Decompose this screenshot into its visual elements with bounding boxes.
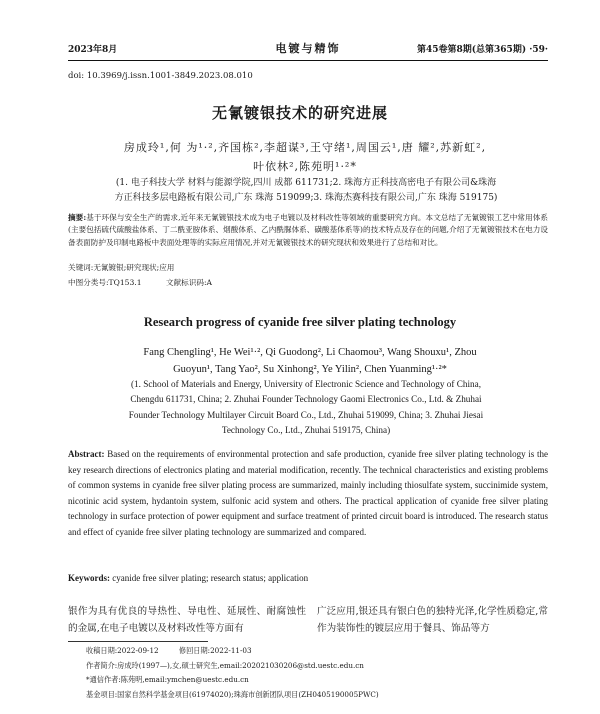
- running-header: [68, 40, 548, 58]
- footnote-dates: [86, 646, 548, 656]
- keywords-cn: [68, 262, 548, 273]
- header-rule: [68, 60, 548, 61]
- body-text-right-column: 广泛应用,银还具有银白色的独特光泽,化学性质稳定,常作为装饰性的镀层应用于餐具、饰品等方: [317, 606, 548, 634]
- title-en: Research progress of cyanide free silver plating technology: [143, 315, 457, 329]
- document-code: 文献标识码:A: [165, 278, 212, 287]
- abstract-cn-label: 摘要:: [68, 213, 87, 222]
- footnote-rule: [68, 641, 208, 642]
- clc-number: 中图分类号:TQ153.1: [68, 278, 142, 287]
- affiliation-en-line: Chengdu 611731, China; 2. Zhuhai Founder Technology Gaomi Electronics Co., Ltd. & Zhuhai: [130, 394, 482, 405]
- authors-en-line: Guoyun¹, Tang Yao², Su Xinhong², Ye Yilin², Chen Yuanming¹·²*: [173, 364, 447, 375]
- affiliation-en-line: (1. School of Materials and Energy, University of Electronic Science and Technology of China,: [130, 379, 481, 389]
- affiliation-cn-line: 方正科技多层电路板有限公司,广东 珠海 519099;3. 珠海杰赛科技有限公司,广东 珠海 519175): [114, 193, 498, 203]
- doi[interactable]: doi: 10.3969/j.issn.1001-3849.2023.08.010: [68, 71, 253, 81]
- abstract-en: [68, 447, 548, 541]
- abstract-en-text: Based on the requirements of environmental protection and safe production, cyanide free silver plating technology is the key research directions of electronics plating and material modification, recently. The technical characteristics and existing problems of common systems in cyanide free silver plating process are summarized, mainly including thiosulfate system, succinimide system, nicotinic acid system, hydantoin system, sulfonic acid system and others. The practical application of cyanide free silver plating technology in surface protection of power equipment and surface treatment of printed circuit board is introduced. The research status and effect of cyanide free silver plating technology are summarized and compared.: [68, 449, 548, 537]
- header-date: 2023年8月: [68, 45, 118, 55]
- affiliation-cn-line: (1. 电子科技大学 材料与能源学院,四川 成都 611731;2. 珠海方正科技高密电子有限公司&珠海: [115, 178, 497, 188]
- keywords-cn-label: 关键词:: [68, 263, 94, 272]
- keywords-cn-text: 无氰镀银;研究现状;应用: [93, 263, 175, 272]
- footnote-author-info: 作者简介:房成玲(1997—),女,硕士研究生,email:202021030206@std.uestc.edu.cn: [86, 661, 364, 670]
- authors-cn-line: 房成玲¹,何 为¹·²,齐国栋²,李超谋³,王守绪¹,周国云¹,唐 耀²,苏新虹²,: [123, 141, 487, 154]
- footnote-corresponding: *通信作者:陈苑明,email:ymchen@uestc.edu.cn: [86, 675, 249, 684]
- affiliation-en-line: Founder Technology Multilayer Circuit Board Co., Ltd., Zhuhai 519099, China; 3. Zhuhai Jiesai: [128, 409, 484, 420]
- affiliations-en: [64, 377, 548, 439]
- received-date: 收稿日期:2022-09-12: [86, 646, 159, 655]
- abstract-cn-text: 基于环保与安全生产的需求,近年来无氰镀银技术成为电子电镀以及材料改性等领域的重要研究方向。本文总结了无氰镀银工艺中常用体系(主要包括硫代硫酸盐体系、丁二酰亚胺体系、烟酸体系、乙内酰脲体系、磺酸基体系等)的技术特点及存在的问题,介绍了无氰镀银技术在电力设备表面防护及印制电路板中表面处理等的实际应用情况,并对无氰镀银技术的研究现状和效果进行了总结和对比。: [68, 213, 548, 247]
- keywords-en-label: Keywords:: [68, 573, 110, 583]
- authors-cn: [80, 138, 530, 176]
- title-cn: 无氰镀银技术的研究进展: [211, 104, 388, 122]
- abstract-en-label: Abstract:: [68, 449, 105, 459]
- header-volume-page: 第45卷第8期(总第365期) ·59·: [416, 45, 548, 55]
- keywords-en: [68, 573, 548, 583]
- affiliations-cn: [70, 176, 542, 206]
- authors-en-line: Fang Chengling¹, He Wei¹·², Qi Guodong², Li Chaomou³, Wang Shouxu¹, Zhou: [143, 347, 477, 358]
- keywords-en-text: cyanide free silver plating; research status; application: [112, 573, 309, 583]
- body-text-left-column: 银作为具有优良的导热性、导电性、延展性、耐腐蚀性的金属,在电子电镀以及材料改性等方面有: [68, 606, 306, 634]
- footnote-funding: 基金项目:国家自然科学基金项目(61974020);珠海市创新团队项目(ZH0405190005PWC): [86, 690, 379, 699]
- authors-cn-line: 叶依林²,陈苑明¹·²*: [253, 160, 357, 173]
- abstract-cn: [68, 212, 548, 249]
- affiliation-en-line: Technology Co., Ltd., Zhuhai 519175, China): [221, 425, 391, 436]
- revised-date: 修回日期:2022-11-03: [178, 646, 252, 655]
- classification-cn: [68, 277, 548, 288]
- journal-name: 电镀与精饰: [275, 42, 341, 55]
- authors-en: [80, 344, 540, 378]
